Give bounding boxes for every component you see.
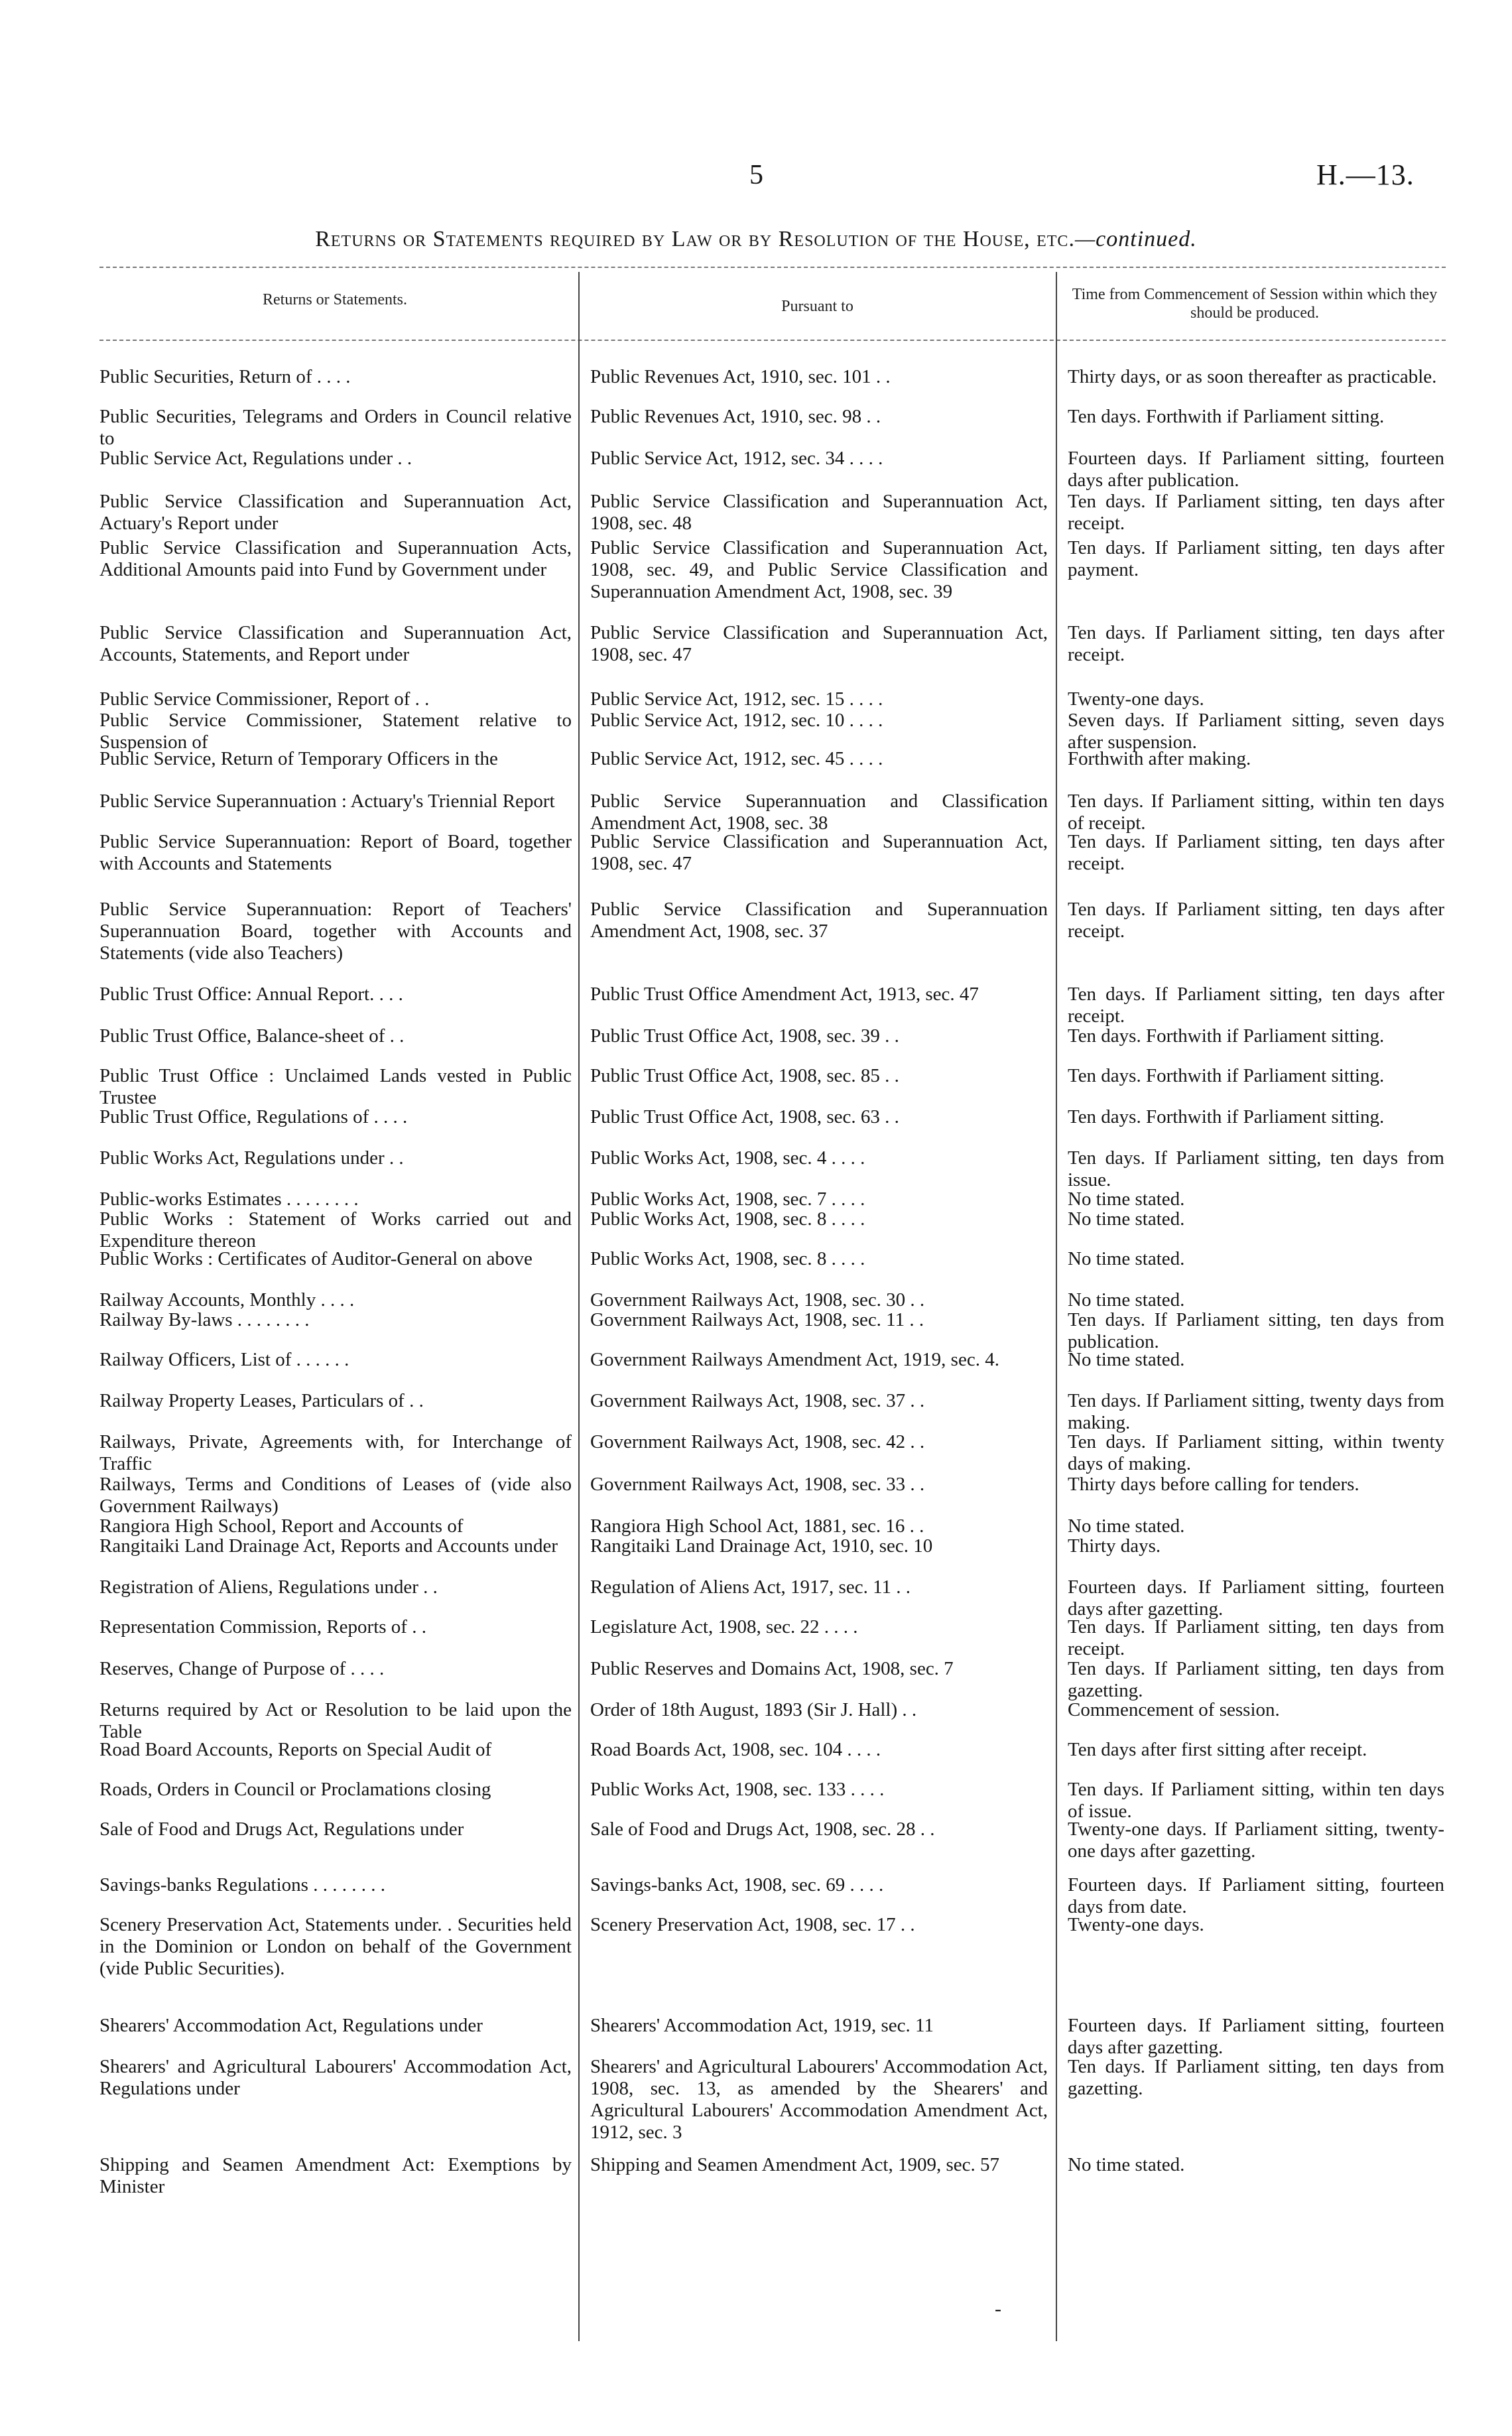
pursuant-to: Public Service Classification and Superannuation Amendment Act, 1908, sec. 37 <box>590 899 1048 942</box>
return-name: Public Trust Office, Balance-sheet of . . <box>99 1025 405 1047</box>
time-limit: Forthwith after making. <box>1068 748 1251 769</box>
pursuant-to: Public Service Act, 1912, sec. 45 . . . . <box>590 748 883 769</box>
pursuant-to: Public Trust Office Act, 1908, sec. 39 . . <box>590 1025 899 1047</box>
pursuant-to: Public Service Act, 1912, sec. 10 . . . . <box>590 710 883 731</box>
time-limit: Ten days. If Parliament sitting, ten days from gazetting. <box>1068 2056 1444 2099</box>
page-number: 5 <box>749 160 763 190</box>
return-name: Representation Commission, Reports of . . <box>99 1616 426 1637</box>
pursuant-to: Government Railways Act, 1908, sec. 33 . . <box>590 1474 925 1495</box>
column-divider-1 <box>578 272 580 2341</box>
pursuant-to: Government Railways Act, 1908, sec. 37 . . <box>590 1390 925 1411</box>
time-limit: Ten days. If Parliament sitting, ten days from issue. <box>1068 1147 1444 1190</box>
return-name: Railway Property Leases, Particulars of . . <box>99 1390 424 1411</box>
time-limit: Ten days. If Parliament sitting, ten days after receipt. <box>1068 622 1444 665</box>
return-name: Railway By-laws . . . . . . . . <box>99 1309 310 1330</box>
return-name: Public Service Classification and Superannuation Act, Accounts, Statements, and Report under <box>99 622 572 665</box>
return-name: Savings-banks Regulations . . . . . . . . <box>99 1874 385 1895</box>
time-limit: No time stated. <box>1068 1248 1185 1269</box>
footer-mark: - <box>995 2298 1001 2320</box>
time-limit: No time stated. <box>1068 1515 1185 1537</box>
return-name: Shearers' Accommodation Act, Regulations under <box>99 2015 483 2036</box>
pursuant-to: Public Revenues Act, 1910, sec. 98 . . <box>590 406 881 427</box>
header-top-rule <box>99 267 1446 268</box>
return-name: Public Service Act, Regulations under . . <box>99 448 412 469</box>
return-name: Roads, Orders in Council or Proclamations closing <box>99 1779 491 1800</box>
time-limit: Fourteen days. If Parliament sitting, fourteen days after publication. <box>1068 448 1444 491</box>
pursuant-to: Public Revenues Act, 1910, sec. 101 . . <box>590 366 891 387</box>
pursuant-to: Public Service Act, 1912, sec. 15 . . . . <box>590 688 883 710</box>
pursuant-to: Public Service Classification and Superannuation Act, 1908, sec. 49, and Public Service Classification and Superannuation Amendment Act, 1908, sec. 39 <box>590 537 1048 602</box>
pursuant-to: Public Trust Office Amendment Act, 1913, sec. 47 <box>590 984 979 1005</box>
title-main: Returns or Statements required by Law or by Resolution of the House, etc. <box>315 227 1075 251</box>
return-name: Public Trust Office: Annual Report. . . . <box>99 984 403 1005</box>
return-name: Public Works : Certificates of Auditor-General on above <box>99 1248 533 1269</box>
pursuant-to: Rangitaiki Land Drainage Act, 1910, sec. 10 <box>590 1535 933 1557</box>
time-limit: Twenty-one days. <box>1068 688 1204 710</box>
return-name: Registration of Aliens, Regulations under . . <box>99 1576 438 1598</box>
time-limit: Thirty days, or as soon thereafter as practicable. <box>1068 366 1437 387</box>
time-limit: Ten days. Forthwith if Parliament sitting. <box>1068 406 1385 427</box>
return-name: Road Board Accounts, Reports on Special Audit of <box>99 1739 492 1760</box>
pursuant-to: Shearers' and Agricultural Labourers' Accommodation Act, 1908, sec. 13, as amended by the Shearers' and Agricultural Labourers' Accommodation Amendment Act, 1912, sec. 3 <box>590 2056 1048 2143</box>
pursuant-to: Public Works Act, 1908, sec. 133 . . . . <box>590 1779 885 1800</box>
pursuant-to: Rangiora High School Act, 1881, sec. 16 . . <box>590 1515 924 1537</box>
time-limit: Ten days. Forthwith if Parliament sitting. <box>1068 1065 1385 1086</box>
pursuant-to: Public Service Classification and Superannuation Act, 1908, sec. 48 <box>590 491 1048 534</box>
return-name: Public Trust Office, Regulations of . . . . <box>99 1106 408 1127</box>
pursuant-to: Regulation of Aliens Act, 1917, sec. 11 . . <box>590 1576 911 1598</box>
return-name: Public Securities, Telegrams and Orders in Council relative to <box>99 406 572 449</box>
time-limit: Seven days. If Parliament sitting, seven days after suspension. <box>1068 710 1444 753</box>
pursuant-to: Public Trust Office Act, 1908, sec. 63 . . <box>590 1106 899 1127</box>
time-limit: Ten days. If Parliament sitting, within ten days of issue. <box>1068 1779 1444 1822</box>
return-name: Public Service Commissioner, Statement relative to Suspension of <box>99 710 572 753</box>
pursuant-to: Public Service Classification and Superannuation Act, 1908, sec. 47 <box>590 831 1048 874</box>
pursuant-to: Public Works Act, 1908, sec. 8 . . . . <box>590 1208 865 1230</box>
return-name: Railway Accounts, Monthly . . . . <box>99 1289 355 1311</box>
return-name: Rangiora High School, Report and Accounts of <box>99 1515 464 1537</box>
pursuant-to: Public Service Superannuation and Classification Amendment Act, 1908, sec. 38 <box>590 791 1048 834</box>
time-limit: Ten days. If Parliament sitting, twenty days from making. <box>1068 1390 1444 1433</box>
time-limit: Ten days. If Parliament sitting, ten days after receipt. <box>1068 984 1444 1027</box>
return-name: Returns required by Act or Resolution to be laid upon the Table <box>99 1699 572 1742</box>
column-divider-2 <box>1056 272 1057 2341</box>
return-name: Public Service, Return of Temporary Officers in the <box>99 748 498 769</box>
return-name: Shearers' and Agricultural Labourers' Accommodation Act, Regulations under <box>99 2056 572 2099</box>
column-header-returns: Returns or Statements. <box>263 291 407 308</box>
time-limit: Commencement of session. <box>1068 1699 1280 1720</box>
pursuant-to: Legislature Act, 1908, sec. 22 . . . . <box>590 1616 858 1637</box>
pursuant-to: Public Reserves and Domains Act, 1908, sec. 7 <box>590 1658 954 1679</box>
time-limit: Twenty-one days. If Parliament sitting, twenty-one days after gazetting. <box>1068 1819 1444 1862</box>
pursuant-to: Scenery Preservation Act, 1908, sec. 17 . . <box>590 1914 915 1935</box>
column-header-time: Time from Commencement of Session within which they should be produced. <box>1072 286 1438 322</box>
time-limit: Ten days. If Parliament sitting, ten days from receipt. <box>1068 1616 1444 1659</box>
pursuant-to: Public Service Classification and Superannuation Act, 1908, sec. 47 <box>590 622 1048 665</box>
pursuant-to: Public Works Act, 1908, sec. 7 . . . . <box>590 1188 865 1210</box>
pursuant-to: Road Boards Act, 1908, sec. 104 . . . . <box>590 1739 881 1760</box>
return-name: Public Service Superannuation: Report of Teachers' Superannuation Board, together with Accounts and Statements (vide also Teachers) <box>99 899 572 964</box>
time-limit: No time stated. <box>1068 1208 1185 1230</box>
return-name: Scenery Preservation Act, Statements under. . Securities held in the Dominion or London on behalf of the Government (vide Public Securities). <box>99 1914 572 1979</box>
time-limit: Ten days. If Parliament sitting, ten days after payment. <box>1068 537 1444 580</box>
pursuant-to: Order of 18th August, 1893 (Sir J. Hall) . . <box>590 1699 917 1720</box>
time-limit: No time stated. <box>1068 2154 1185 2175</box>
return-name: Sale of Food and Drugs Act, Regulations under <box>99 1819 464 1840</box>
pursuant-to: Government Railways Act, 1908, sec. 11 . . <box>590 1309 924 1330</box>
return-name: Public-works Estimates . . . . . . . . <box>99 1188 359 1210</box>
return-name: Public Service Classification and Superannuation Acts, Additional Amounts paid into Fund by Government under <box>99 537 572 580</box>
pursuant-to: Government Railways Amendment Act, 1919, sec. 4. <box>590 1349 999 1370</box>
pursuant-to: Public Trust Office Act, 1908, sec. 85 . . <box>590 1065 899 1086</box>
header-bottom-rule <box>99 340 1446 341</box>
time-limit: Ten days. If Parliament sitting, within twenty days of making. <box>1068 1431 1444 1474</box>
pursuant-to: Government Railways Act, 1908, sec. 30 . . <box>590 1289 925 1311</box>
return-name: Reserves, Change of Purpose of . . . . <box>99 1658 385 1679</box>
return-name: Public Service Superannuation: Report of Board, together with Accounts and Statements <box>99 831 572 874</box>
pursuant-to: Savings-banks Act, 1908, sec. 69 . . . . <box>590 1874 884 1895</box>
pursuant-to: Public Works Act, 1908, sec. 8 . . . . <box>590 1248 865 1269</box>
pursuant-to: Public Works Act, 1908, sec. 4 . . . . <box>590 1147 865 1169</box>
return-name: Rangitaiki Land Drainage Act, Reports and Accounts under <box>99 1535 558 1557</box>
pursuant-to: Public Service Act, 1912, sec. 34 . . . . <box>590 448 883 469</box>
return-name: Railways, Private, Agreements with, for Interchange of Traffic <box>99 1431 572 1474</box>
return-name: Public Securities, Return of . . . . <box>99 366 351 387</box>
time-limit: No time stated. <box>1068 1289 1185 1311</box>
time-limit: Fourteen days. If Parliament sitting, fourteen days after gazetting. <box>1068 2015 1444 2058</box>
return-name: Public Service Superannuation : Actuary's Triennial Report <box>99 791 555 812</box>
time-limit: Ten days. If Parliament sitting, ten days after receipt. <box>1068 831 1444 874</box>
pursuant-to: Shipping and Seamen Amendment Act, 1909, sec. 57 <box>590 2154 999 2175</box>
return-name: Public Trust Office : Unclaimed Lands vested in Public Trustee <box>99 1065 572 1108</box>
document-code: H.—13. <box>1316 159 1415 191</box>
return-name: Public Works : Statement of Works carried out and Expenditure thereon <box>99 1208 572 1251</box>
time-limit: No time stated. <box>1068 1188 1185 1210</box>
time-limit: Ten days. If Parliament sitting, ten days from gazetting. <box>1068 1658 1444 1701</box>
return-name: Public Service Commissioner, Report of . . <box>99 688 430 710</box>
time-limit: Thirty days. <box>1068 1535 1161 1557</box>
time-limit: No time stated. <box>1068 1349 1185 1370</box>
return-name: Public Works Act, Regulations under . . <box>99 1147 404 1169</box>
return-name: Shipping and Seamen Amendment Act: Exemptions by Minister <box>99 2154 572 2197</box>
pursuant-to: Shearers' Accommodation Act, 1919, sec. 11 <box>590 2015 934 2036</box>
time-limit: Ten days. If Parliament sitting, ten days after receipt. <box>1068 491 1444 534</box>
pursuant-to: Government Railways Act, 1908, sec. 42 . . <box>590 1431 925 1452</box>
time-limit: Fourteen days. If Parliament sitting, fourteen days after gazetting. <box>1068 1576 1444 1620</box>
return-name: Railway Officers, List of . . . . . . <box>99 1349 349 1370</box>
time-limit: Thirty days before calling for tenders. <box>1068 1474 1359 1495</box>
title-continued: —continued. <box>1074 227 1197 251</box>
time-limit: Ten days. If Parliament sitting, ten days from publication. <box>1068 1309 1444 1352</box>
time-limit: Ten days. If Parliament sitting, within ten days of receipt. <box>1068 791 1444 834</box>
time-limit: Ten days. Forthwith if Parliament sitting. <box>1068 1025 1385 1047</box>
return-name: Public Service Classification and Superannuation Act, Actuary's Report under <box>99 491 572 534</box>
time-limit: Fourteen days. If Parliament sitting, fourteen days from date. <box>1068 1874 1444 1917</box>
return-name: Railways, Terms and Conditions of Leases of (vide also Government Railways) <box>99 1474 572 1517</box>
column-header-pursuant: Pursuant to <box>781 298 853 315</box>
time-limit: Twenty-one days. <box>1068 1914 1204 1935</box>
page-title <box>0 227 1512 252</box>
time-limit: Ten days. If Parliament sitting, ten days after receipt. <box>1068 899 1444 942</box>
time-limit: Ten days after first sitting after receipt. <box>1068 1739 1367 1760</box>
time-limit: Ten days. Forthwith if Parliament sitting. <box>1068 1106 1385 1127</box>
pursuant-to: Sale of Food and Drugs Act, 1908, sec. 28 . . <box>590 1819 935 1840</box>
